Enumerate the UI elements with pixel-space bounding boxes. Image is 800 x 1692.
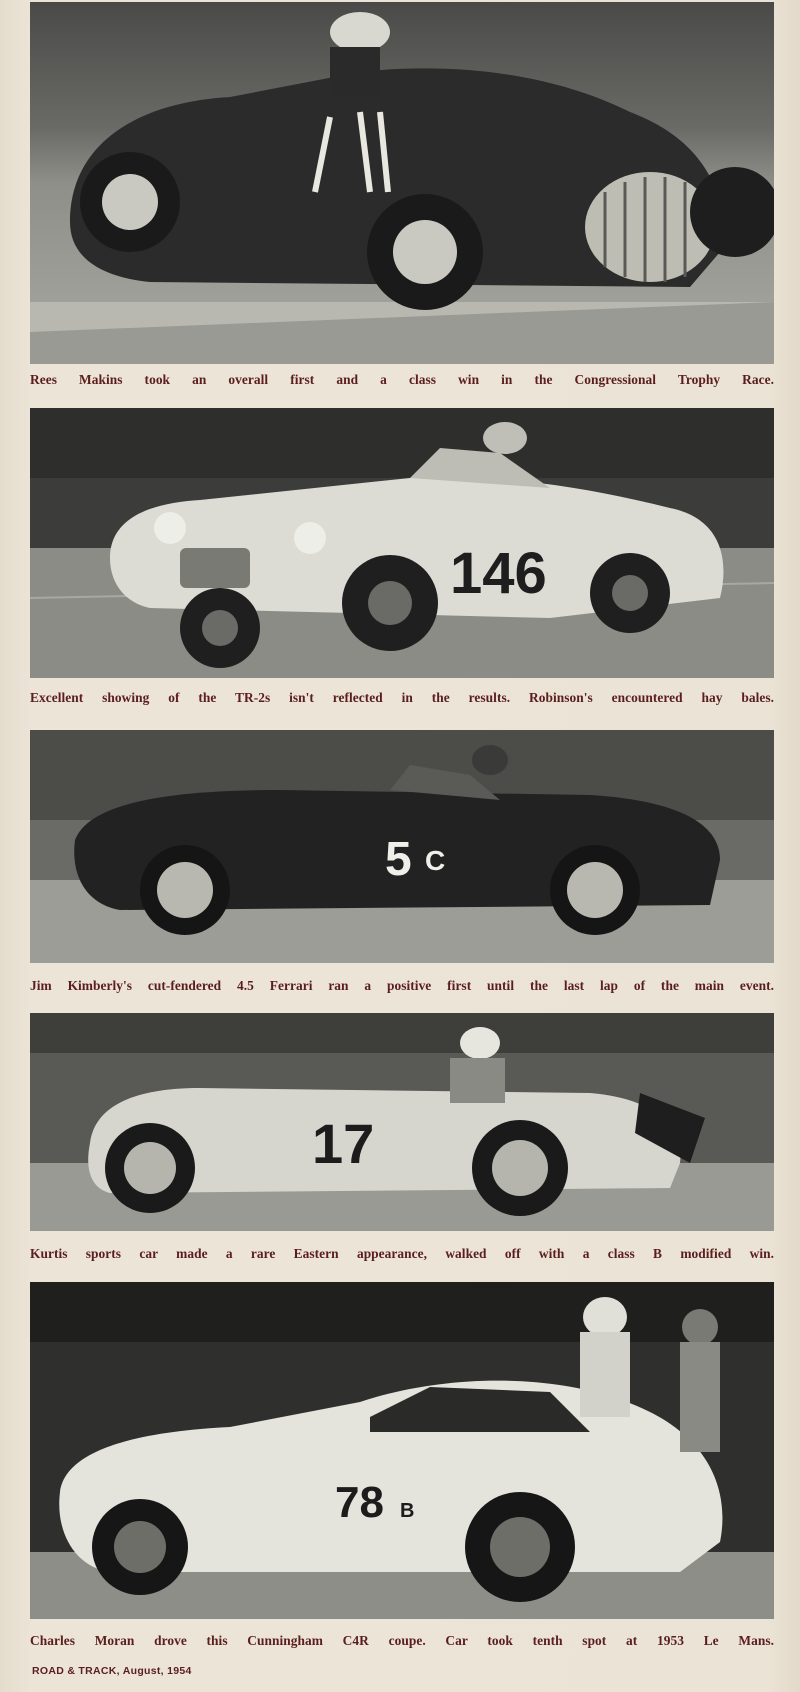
photo-car-17: [30, 1013, 774, 1231]
race-car-146ep-image: [30, 408, 774, 678]
svg-text:C: C: [425, 845, 446, 876]
svg-text:17: 17: [312, 1112, 375, 1175]
svg-text:B: B: [400, 1500, 415, 1522]
race-car-5c-image: [30, 730, 774, 963]
svg-text:78: 78: [335, 1478, 384, 1527]
photo-car-5c: [30, 730, 774, 963]
photo-car-146ep: [30, 408, 774, 678]
svg-text:5: 5: [385, 833, 412, 886]
photo-caption-3: Jim Kimberly's cut-fendered 4.5 Ferrari ran a positive first until the last lap of the main event.: [30, 978, 774, 993]
race-car-107-image: [30, 2, 774, 364]
magazine-footer: ROAD & TRACK, August, 1954: [32, 1665, 192, 1677]
photo-caption-1: Rees Makins took an overall first and a class win in the Congressional Trophy Race.: [30, 372, 774, 387]
photo-caption-2: Excellent showing of the TR-2s isn't reflected in the results. Robinson's encountered hay bales.: [30, 690, 774, 705]
svg-text:146: 146: [450, 541, 547, 606]
race-car-78b-image: [30, 1282, 774, 1619]
photo-caption-5: Charles Moran drove this Cunningham C4R coupe. Car took tenth spot at 1953 Le Mans.: [30, 1633, 774, 1648]
photo-caption-4: Kurtis sports car made a rare Eastern appearance, walked off with a class B modified win.: [30, 1246, 774, 1261]
race-car-17-image: [30, 1013, 774, 1231]
photo-car-107: [30, 2, 774, 364]
photo-car-78b: [30, 1282, 774, 1619]
